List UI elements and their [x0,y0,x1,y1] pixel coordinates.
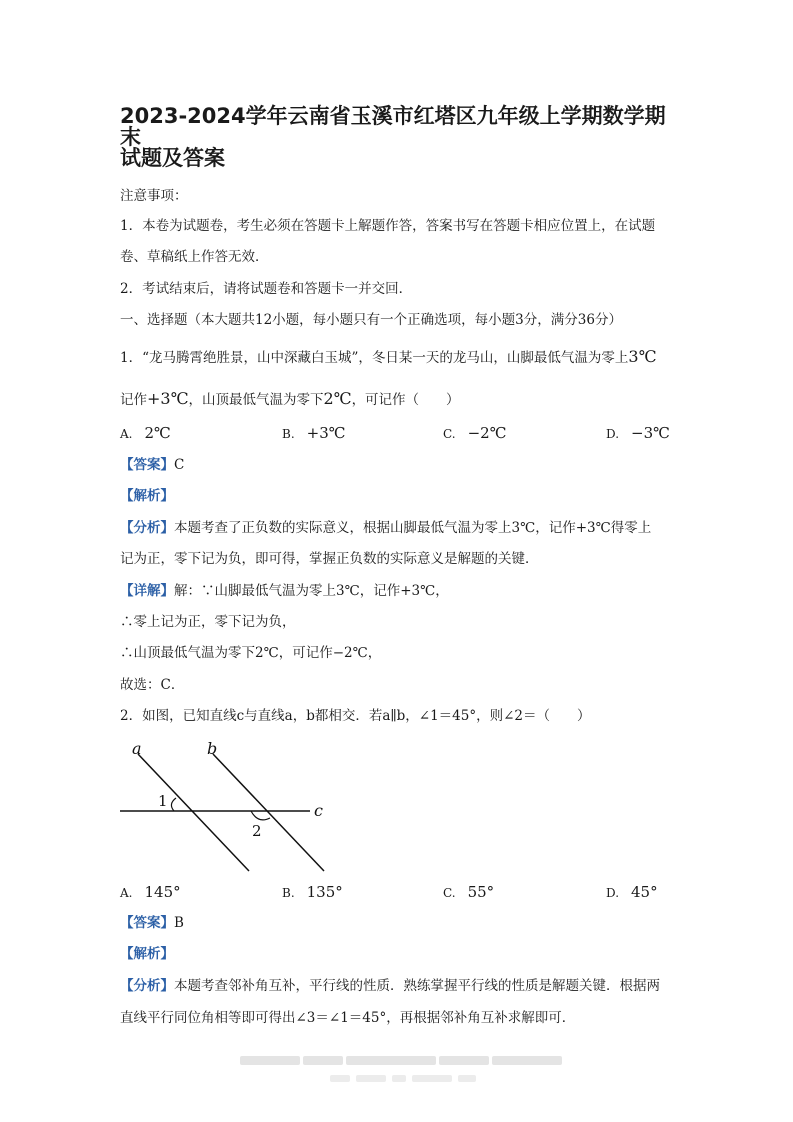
q2-fenxi-cont: 直线平行同位角相等即可得出∠3＝∠1＝45°，再根据邻补角互补求解即可． [120,1010,576,1026]
q2-option-d [606,885,658,901]
angle-2-arc [251,811,270,820]
q1-choose: 故选：C． [120,677,185,693]
line-b [213,754,324,871]
question-1-stem [120,349,656,366]
option-value: 45° [631,883,658,901]
option-value: 2℃ [144,424,171,442]
label-c: c [314,801,323,820]
analysis-tag: 【解析】 [120,946,174,962]
line-a [138,754,249,871]
q1-value-2: 2℃ [323,389,352,408]
parallel-lines-figure [110,738,340,878]
q2-option-a [120,885,181,901]
xiangjie-text: 解：∵山脚最低气温为零上3℃，记作+3℃， [174,583,449,599]
q1-xiangjie [120,585,449,599]
blurred-footer-2 [330,1075,476,1082]
answer-tag: 【答案】 [120,915,174,931]
notice-item-1: 1．本卷为试题卷，考生必须在答题卡上解题作答，答案书写在答题卡相应位置上，在试题 [120,218,656,234]
label-b: b [207,739,218,758]
answer-value: B [174,915,184,931]
label-angle-2: 2 [252,822,262,840]
notice-heading: 注意事项： [120,188,188,204]
option-label: B. [282,427,295,441]
section-heading: 一、选择题（本大题共12小题，每小题只有一个正确选项，每小题3分，满分36分） [120,312,622,328]
answer-value: C [174,457,185,473]
blurred-footer [240,1056,562,1065]
fenxi-tag: 【分析】 [120,520,174,536]
q1-text-b: ，山顶最低气温为零下 [188,392,324,408]
option-value: 55° [467,883,495,901]
option-value: 135° [306,883,343,901]
document-title-line2: 试题及答案 [120,146,225,170]
q1-fenxi [120,522,651,536]
q1-option-a [120,426,171,442]
option-label: A. [120,427,133,441]
q2-analysis [120,948,174,962]
answer-tag: 【答案】 [120,457,174,473]
document-title: 2023-2024学年云南省玉溪市红塔区九年级上学期数学期末 [120,104,666,149]
q1-text-c: ，可记作（ ） [351,392,460,408]
q1-xiangjie-3: ∴山顶最低气温为零下2℃，可记作−2℃， [120,645,382,661]
option-value: −2℃ [467,424,507,442]
notice-item-1-cont: 卷、草稿纸上作答无效． [120,249,269,265]
option-label: A. [120,886,133,900]
q2-option-c [443,885,494,901]
fenxi-text: 本题考查了正负数的实际意义，根据山脚最低气温为零上3℃，记作+3℃得零上 [174,520,652,536]
question-1-stem-cont [120,391,460,408]
q1-answer [120,459,184,473]
q1-fenxi-cont: 记为正，零下记为负，即可得，掌握正负数的实际意义是解题的关键． [120,551,539,567]
option-label: D. [606,427,620,441]
option-value: 145° [144,883,181,901]
angle-1-arc [171,798,176,811]
q1-text-a: 记作 [120,392,147,408]
option-value: −3℃ [631,424,670,442]
question-2-stem: 2．如图，已知直线c与直线a，b都相交．若a∥b，∠1＝45°，则∠2＝（ ） [120,708,591,724]
q1-option-c [443,426,506,442]
option-label: B. [282,886,295,900]
analysis-tag: 【解析】 [120,488,174,504]
option-value: +3℃ [306,424,346,442]
label-a: a [132,739,142,758]
question-1-value: 3℃ [628,347,657,366]
question-1-text: 1．“龙马腾霄绝胜景，山中深藏白玉城”，冬日某一天的龙马山，山脚最低气温为零上 [120,350,629,366]
option-label: C. [443,886,456,900]
label-angle-1: 1 [158,792,168,810]
q1-xiangjie-2: ∴零上记为正，零下记为负， [120,614,296,630]
q1-option-b [282,426,346,442]
q2-option-b [282,885,343,901]
q1-option-d [606,426,670,442]
q2-answer [120,917,184,931]
option-label: C. [443,427,456,441]
q2-fenxi [120,980,660,994]
option-label: D. [606,886,620,900]
xiangjie-tag: 【详解】 [120,583,174,599]
q1-analysis [120,490,174,504]
fenxi-text: 本题考查邻补角互补，平行线的性质．熟练掌握平行线的性质是解题关键．根据两 [174,978,660,994]
fenxi-tag: 【分析】 [120,978,174,994]
notice-item-2: 2．考试结束后，请将试题卷和答题卡一并交回． [120,281,413,297]
q1-value-1: +3℃ [147,389,189,408]
